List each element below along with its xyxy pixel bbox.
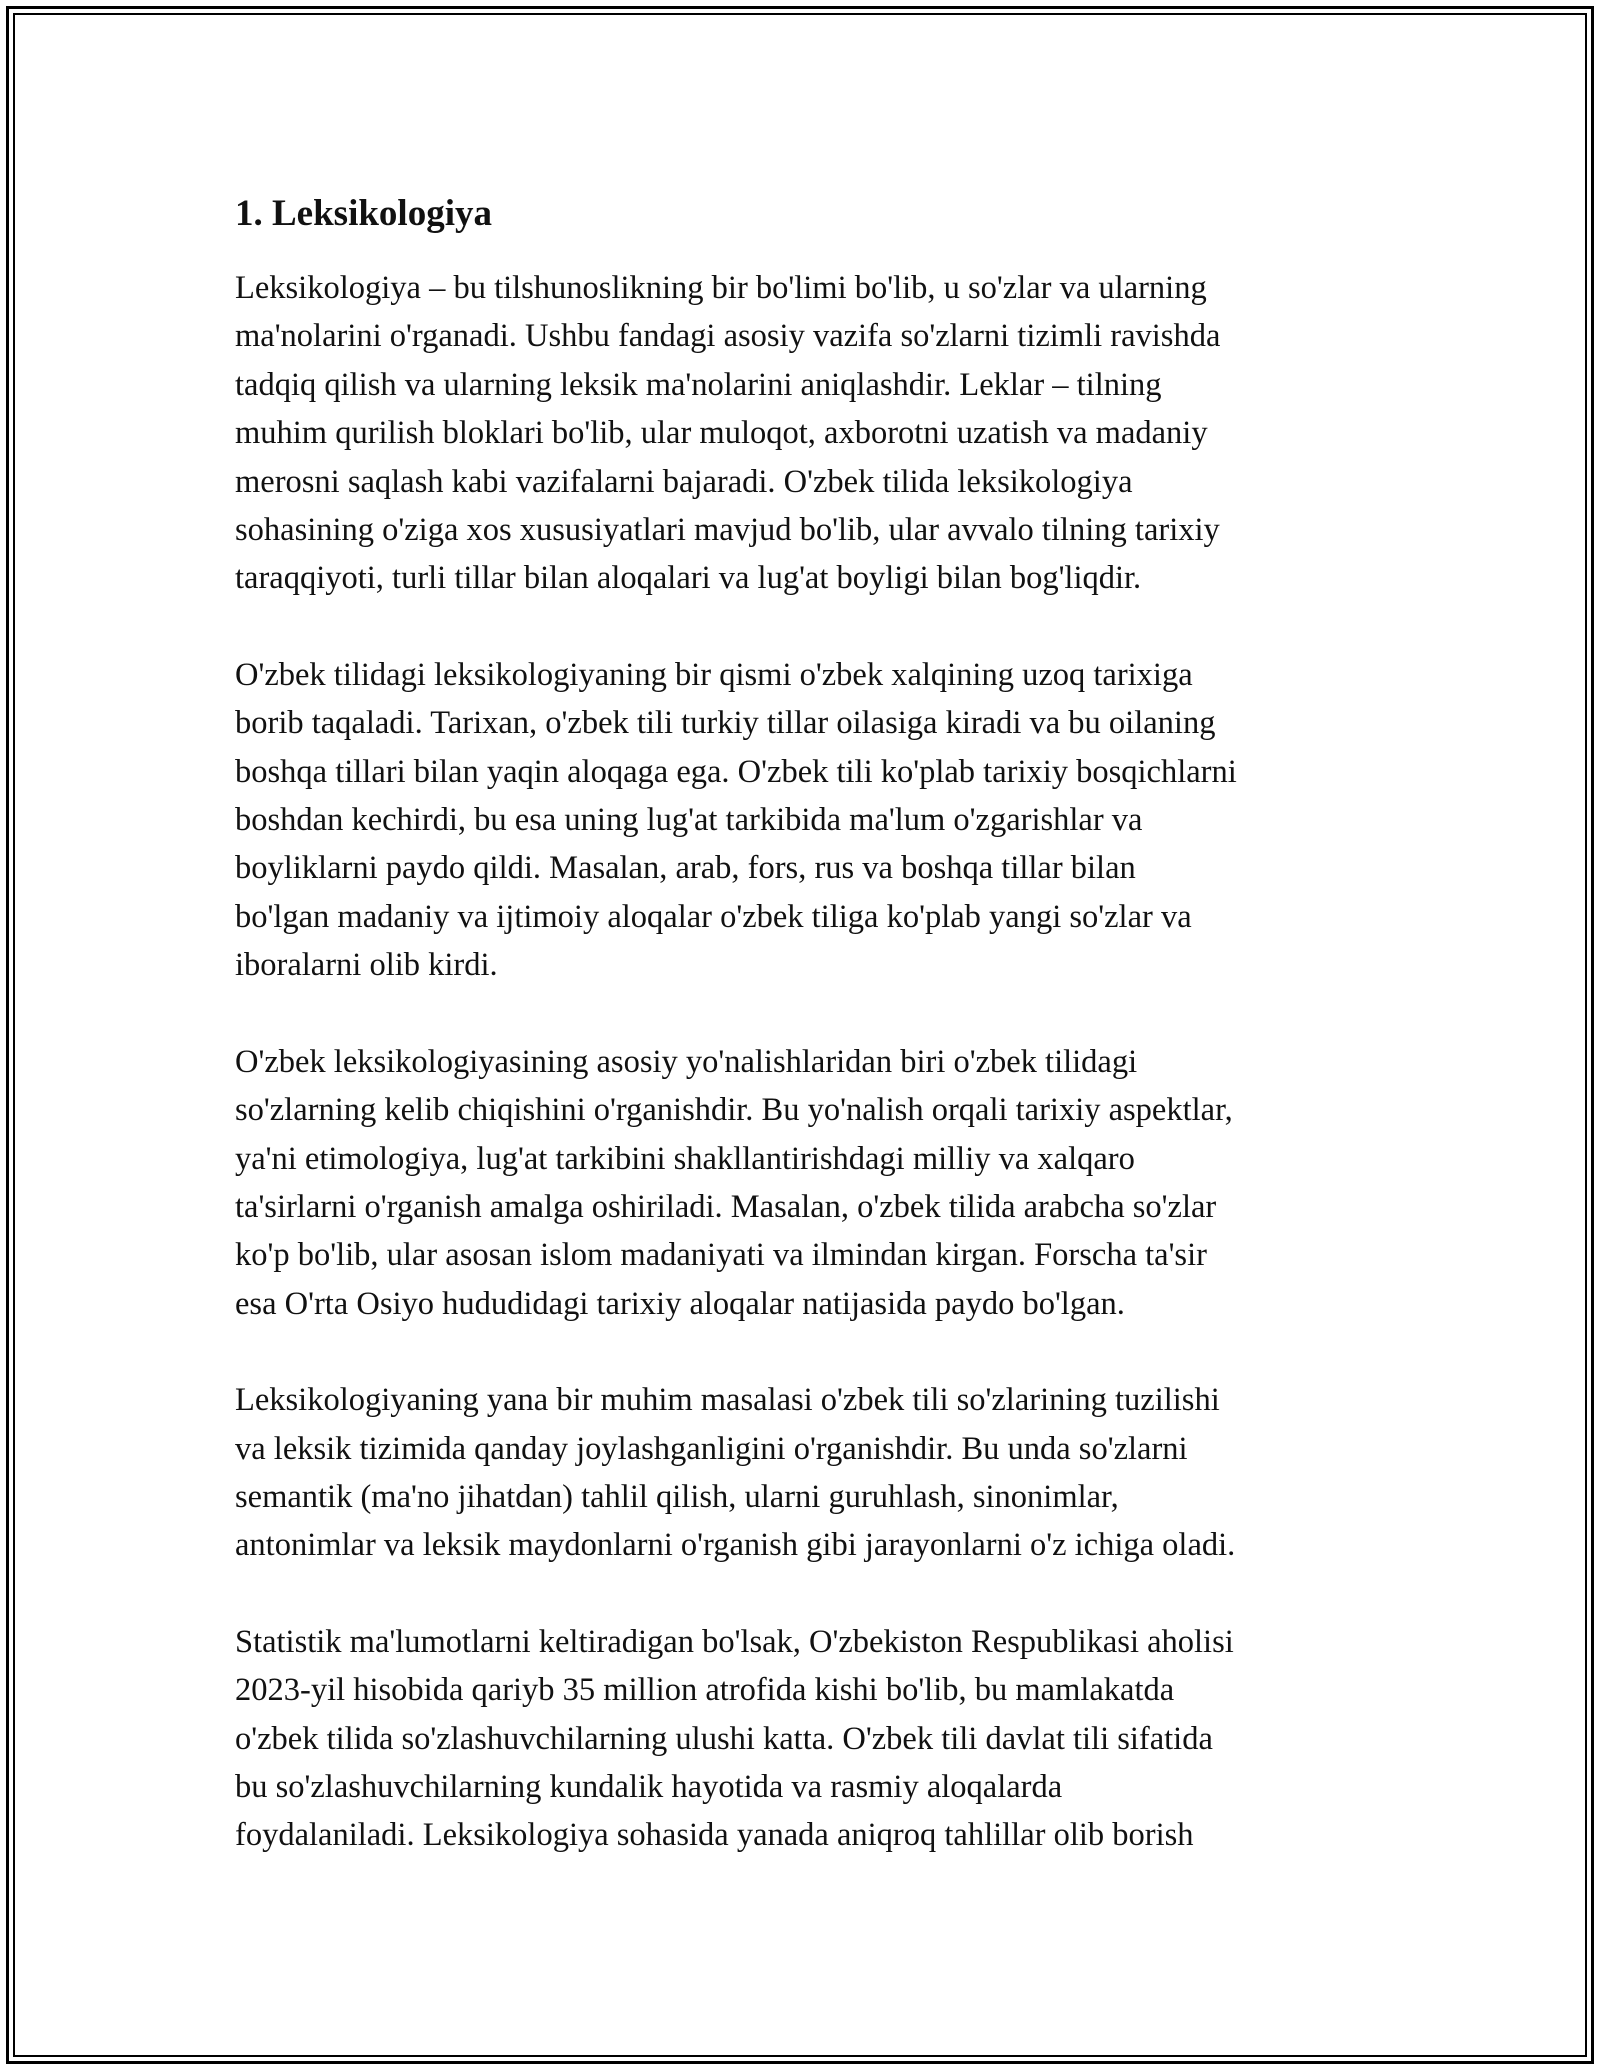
paragraph-5: Statistik ma'lumotlarni keltiradigan bo'lsak, O'zbekiston Respublikasi aholisi 2023-yil hisobida qariyb 35 million atrofida kishi bo'lib, bu mamlakatda o'zbek tilida so'zlashuvchilarning ulushi katta. O'zbek tili davlat tili sifatida bu so'zlashuvchilarning kundalik hayotida va rasmiy aloqalarda foydalaniladi. Leksikologiya sohasida yanada aniqroq tahlillar olib borish [235,1623,1234,1854]
paragraph-1: Leksikologiya – bu tilshunoslikning bir bo'limi bo'lib, u so'zlar va ularning ma'nolarini o'rganadi. Ushbu fandagi asosiy vazifa so'zlarni tizimli ravishda tadqiq qilish va ularning leksik ma'nolarini aniqlashdir. Leklar – tilning muhim qurilish bloklari bo'lib, ular muloqot, axborotni uzatish va madaniy merosni saqlash kabi vazifalarni bajaradi. O'zbek tilida leksikologiya sohasining o'ziga xos xususiyatlari mavjud bo'lib, ular avvalo tilning tarixiy taraqqiyoti, turli tillar bilan aloqalari va lug'at boyligi bilan bog'liqdir. [235,270,1221,597]
paragraph-2: O'zbek tilidagi leksikologiyaning bir qismi o'zbek xalqining uzoq tarixiga borib taqaladi. Tarixan, o'zbek tili turkiy tillar oilasiga kiradi va bu oilaning boshqa tillari bilan yaqin aloqaga ega. O'zbek tili ko'plab tarixiy bosqichlarni boshdan kechirdi, bu esa uning lug'at tarkibida ma'lum o'zgarishlar va boyliklarni paydo qildi. Masalan, arab, fors, rus va boshqa tillar bilan bo'lgan madaniy va ijtimoiy aloqalar o'zbek tiliga ko'plab yangi so'zlar va iboralarni olib kirdi. [235,656,1237,984]
document-body [235,186,1385,1908]
paragraph-4: Leksikologiyaning yana bir muhim masalasi o'zbek tili so'zlarining tuzilishi va leksik tizimida qanday joylashganligini o'rganishdir. Bu unda so'zlarni semantik (ma'no jihatdan) tahlil qilish, ularni guruhlash, sinonimlar, antonimlar va leksik maydonlarni o'rganish gibi jarayonlarni o'z ichiga oladi. [235,1382,1236,1564]
section-heading: 1. Leksikologiya [235,193,492,234]
paragraph-3: O'zbek leksikologiyasining asosiy yo'nalishlaridan biri o'zbek tilidagi so'zlarning kelib chiqishini o'rganishdir. Bu yo'nalish orqali tarixiy aspektlar, ya'ni etimologiya, lug'at tarkibini shakllantirishdagi milliy va xalqaro ta'sirlarni o'rganish amalga oshiriladi. Masalan, o'zbek tilida arabcha so'zlar ko'p bo'lib, ular asosan islom madaniyati va ilmindan kirgan. Forscha ta'sir esa O'rta Osiyo hududidagi tarixiy aloqalar natijasida paydo bo'lgan. [235,1043,1233,1322]
